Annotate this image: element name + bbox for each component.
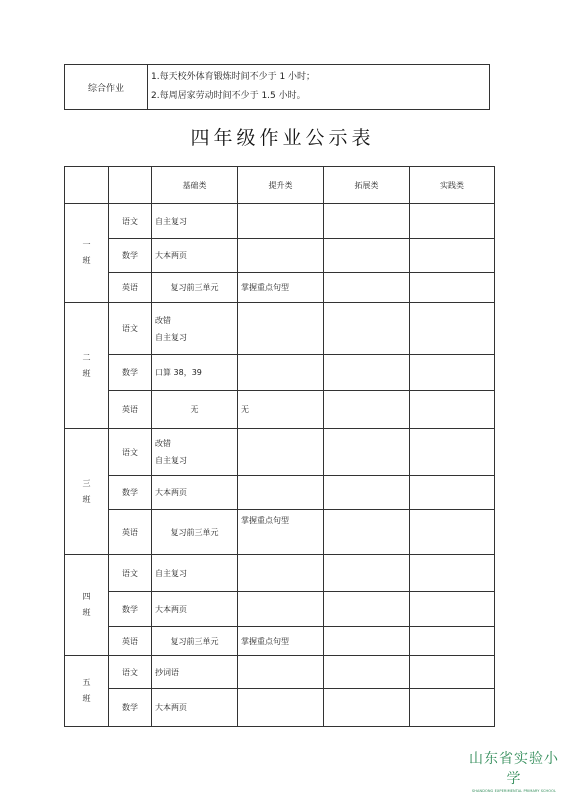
improve-cell: 无 <box>238 391 324 429</box>
improve-cell <box>238 239 324 273</box>
extend-cell <box>324 510 410 555</box>
basic-line: 口算 38，39 <box>155 368 202 377</box>
basic-cell <box>152 204 238 239</box>
table-row <box>65 510 495 555</box>
basic-line: 大本两页 <box>155 251 187 260</box>
class-name-top: 二 <box>82 352 91 362</box>
table-row <box>65 627 495 656</box>
basic-line: 自主复习 <box>155 216 187 226</box>
practice-cell <box>410 476 495 510</box>
practice-cell <box>410 391 495 429</box>
class-name-top: 一 <box>82 240 91 249</box>
table-row <box>65 303 495 355</box>
basic-cell <box>152 689 238 727</box>
basic-cell <box>152 476 238 510</box>
class-name-cell <box>65 303 109 429</box>
extend-cell <box>324 656 410 689</box>
improve-cell <box>238 555 324 592</box>
header-blank <box>65 167 109 204</box>
improve-cell <box>238 592 324 627</box>
table-row <box>65 689 495 727</box>
extend-cell <box>324 627 410 656</box>
comprehensive-content <box>148 65 490 110</box>
practice-cell <box>410 555 495 592</box>
basic-line: 自主复习 <box>155 568 187 578</box>
class-name-bottom: 班 <box>82 608 91 617</box>
basic-line: 改错 <box>155 315 171 325</box>
comprehensive-line-1: 1.每天校外体育锻炼时间不少于 1 小时； <box>151 72 316 82</box>
practice-cell <box>410 204 495 239</box>
basic-line: 大本两页 <box>155 703 187 712</box>
extend-cell <box>324 476 410 510</box>
practice-cell <box>410 239 495 273</box>
basic-line: 复习前三单元 <box>170 527 219 537</box>
practice-cell <box>410 355 495 391</box>
header-practice: 实践类 <box>410 167 495 204</box>
comprehensive-label: 综合作业 <box>65 65 148 110</box>
subject-cell: 英语 <box>109 627 152 656</box>
subject-cell: 数学 <box>109 239 152 273</box>
subject-cell: 语文 <box>109 303 152 355</box>
basic-cell <box>152 592 238 627</box>
subject-cell: 英语 <box>109 510 152 555</box>
subject-cell: 英语 <box>109 391 152 429</box>
extend-cell <box>324 303 410 355</box>
basic-cell <box>152 656 238 689</box>
basic-cell <box>152 303 238 355</box>
header-improve: 提升类 <box>238 167 324 204</box>
basic-line: 大本两页 <box>155 488 187 497</box>
basic-cell <box>152 239 238 273</box>
class-name-cell <box>65 429 109 555</box>
practice-cell <box>410 656 495 689</box>
table-row <box>65 204 495 239</box>
class-name-cell <box>65 656 109 727</box>
subject-cell: 数学 <box>109 476 152 510</box>
subject-cell: 数学 <box>109 592 152 627</box>
basic-line: 抄词语 <box>155 667 179 677</box>
improve-cell: 掌握重点句型 <box>238 510 324 555</box>
basic-cell <box>152 627 238 656</box>
basic-line: 自主复习 <box>155 456 187 465</box>
subject-cell: 语文 <box>109 555 152 592</box>
subject-cell: 数学 <box>109 689 152 727</box>
table-row <box>65 656 495 689</box>
homework-table <box>64 166 495 727</box>
header-extend: 拓展类 <box>324 167 410 204</box>
basic-cell <box>152 355 238 391</box>
basic-line: 复习前三单元 <box>170 283 219 292</box>
table-row <box>65 476 495 510</box>
subject-cell: 英语 <box>109 273 152 303</box>
improve-cell <box>238 656 324 689</box>
subject-cell: 数学 <box>109 355 152 391</box>
class-name-bottom: 班 <box>82 368 91 378</box>
table-row <box>65 429 495 476</box>
improve-cell <box>238 355 324 391</box>
practice-cell <box>410 689 495 727</box>
class-name-cell <box>65 204 109 303</box>
practice-cell <box>410 510 495 555</box>
basic-line: 改错 <box>155 439 171 448</box>
comprehensive-homework-table <box>64 64 490 110</box>
extend-cell <box>324 273 410 303</box>
basic-cell <box>152 510 238 555</box>
improve-cell <box>238 689 324 727</box>
basic-cell <box>152 429 238 476</box>
extend-cell <box>324 391 410 429</box>
basic-cell <box>152 273 238 303</box>
basic-line: 自主复习 <box>155 332 187 342</box>
table-row <box>65 355 495 391</box>
basic-line: 大本两页 <box>155 604 187 614</box>
practice-cell <box>410 273 495 303</box>
header-blank <box>109 167 152 204</box>
school-name-english: SHANDONG EXPERIMENTAL PRIMARY SCHOOL <box>471 789 557 793</box>
table-row <box>65 555 495 592</box>
class-name-bottom: 班 <box>82 494 91 504</box>
table-row <box>65 391 495 429</box>
practice-cell <box>410 429 495 476</box>
class-name-bottom: 班 <box>82 256 91 265</box>
practice-cell <box>410 303 495 355</box>
extend-cell <box>324 689 410 727</box>
table-row <box>65 239 495 273</box>
improve-cell <box>238 204 324 239</box>
extend-cell <box>324 239 410 273</box>
practice-cell <box>410 592 495 627</box>
class-name-top: 三 <box>82 478 91 488</box>
class-name-top: 五 <box>82 678 91 687</box>
table-row <box>65 592 495 627</box>
improve-cell <box>238 429 324 476</box>
class-name-cell <box>65 555 109 656</box>
improve-cell: 掌握重点句型 <box>238 627 324 656</box>
class-name-bottom: 班 <box>82 694 91 703</box>
basic-cell <box>152 555 238 592</box>
basic-cell <box>152 391 238 429</box>
basic-line: 复习前三单元 <box>170 636 219 646</box>
subject-cell: 语文 <box>109 429 152 476</box>
class-name-top: 四 <box>82 592 91 601</box>
extend-cell <box>324 592 410 627</box>
improve-cell: 掌握重点句型 <box>238 273 324 303</box>
subject-cell: 语文 <box>109 204 152 239</box>
extend-cell <box>324 204 410 239</box>
page-title: 四年级作业公示表 <box>190 127 375 149</box>
header-row <box>65 167 495 204</box>
practice-cell <box>410 627 495 656</box>
extend-cell <box>324 429 410 476</box>
school-logo <box>468 748 560 793</box>
table-row <box>65 273 495 303</box>
comprehensive-line-2: 2.每周居家劳动时间不少于 1.5 小时。 <box>151 91 306 101</box>
extend-cell <box>324 355 410 391</box>
header-basic: 基础类 <box>152 167 238 204</box>
subject-cell: 语文 <box>109 656 152 689</box>
improve-cell <box>238 303 324 355</box>
basic-line: 无 <box>190 405 199 414</box>
extend-cell <box>324 555 410 592</box>
school-name: 山东省实验小学 <box>469 751 559 787</box>
improve-cell <box>238 476 324 510</box>
